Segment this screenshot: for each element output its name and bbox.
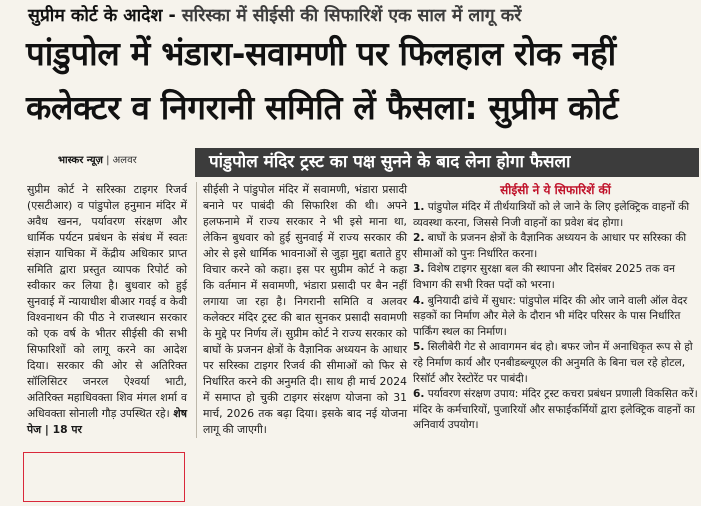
recommendations-column	[413, 182, 698, 434]
dateline-source: भास्कर न्यूज़	[58, 155, 103, 166]
kicker-rest: सरिस्का में सीईसी की सिफारिशें एक साल में लागू करें	[181, 6, 522, 26]
dateline-place: अलवर	[112, 155, 137, 166]
dateline: भास्कर न्यूज़ | अलवर	[58, 155, 137, 166]
continued-on-page: शेष पेज | 18 पर	[27, 407, 187, 436]
article-column-1	[27, 182, 187, 438]
highlight-box	[23, 452, 185, 502]
headline-line-1: पांडुपोल में भंडारा-सवामणी पर फिलहाल रोक नहीं	[26, 34, 616, 73]
recommendation-item: 5. सिलीबेरी गेट से आवागमन बंद हो। बफर जोन में अनाधिकृत रूप से हो रहे निर्माण कार्य और एनबीडब्ल्यूएल की अनुमति के बिना चल रहे होटल, रिसॉर्ट और रेस्टोरेंट पर पाबंदी।	[413, 341, 693, 385]
recommendation-item: 6. पर्यावरण संरक्षण उपाय: मंदिर ट्रस्ट कचरा प्रबंधन प्रणाली विकसित करें। मंदिर के कर्मचारियों, पुजारियों और सफाईकर्मियों द्वारा इलेक्ट्रिक वाहनों का अनिवार्य उपयोग।	[413, 388, 698, 432]
recommendation-item: 3. विशेष टाइगर सुरक्षा बल की स्थापना और दिसंबर 2025 तक वन विभाग की सभी रिक्त पदों को भरना।	[413, 263, 675, 291]
recommendations-title: सीईसी ने ये सिफारिशें कीं	[500, 183, 611, 197]
article-column-2	[196, 182, 407, 438]
recommendation-item: 1. पांडुपोल मंदिर में तीर्थयात्रियों को ले जाने के लिए इलेक्ट्रिक वाहनों की व्यवस्था करना, जिससे निजी वाहनों का प्रवेश बंद होगा।	[413, 201, 690, 229]
subheadline-bar: पांडुपोल मंदिर ट्रस्ट का पक्ष सुनने के बाद लेना होगा फैसला	[195, 148, 699, 177]
column-2-text: सीईसी ने पांडुपोल मंदिर में सवामणी, भंडारा प्रसादी बनाने पर पाबंदी की सिफारिश की थी। अपने हलफनामे में राज्य सरकार ने भी इसे माना था, लेकिन बुधवार को हुई सुनवाई में राज्य सरकार की ओर से इसे धार्मिक भावनाओं से जुड़ा मुद्दा बताते हुए विचार करने को कहा। इस पर सुप्रीम कोर्ट ने कहा कि वर्तमान में सवामणी, भंडारा प्रसादी पर बैन नहीं लगाया जा रहा है। निगरानी समिति व अलवर कलेक्टर मंदिर ट्रस्ट की बात सुनकर प्रसादी सवामणी के मुद्दे पर निर्णय लें। सुप्रीम कोर्ट ने राज्य सरकार को बाघों के प्रजनन क्षेत्रों के वैज्ञानिक अध्ययन के आधार पर सरिस्का टाइगर रिजर्व की सीमाओं को फिर से निर्धारित करने की अनुमति दी। साथ ही मार्च 2024 में समाप्त हो चुकी टाइगर संरक्षण योजना को 31 मार्च, 2026 तक बढ़ा दिया। इसके बाद नई योजना लागू की जाएगी।	[203, 183, 407, 436]
kicker-lead: सुप्रीम कोर्ट के आदेश -	[28, 6, 176, 26]
recommendation-item: 2. बाघों के प्रजनन क्षेत्रों के वैज्ञानिक अध्ययन के आधार पर सरिस्का की सीमाओं को पुनः निर्धारित करना।	[413, 232, 687, 260]
column-1-text: सुप्रीम कोर्ट ने सरिस्का टाइगर रिजर्व (एसटीआर) व पांडुपोल हनुमान मंदिर में अवैध खनन, पर्यावरण संरक्षण और धार्मिक पर्यटन प्रबंधन के संबंध में स्वतः संज्ञान याचिका में केंद्रीय अधिकार प्राप्त समिति द्वारा प्रस्तुत व्यापक रिपोर्ट को स्वीकार कर लिया है। बुधवार को हुई सुनवाई में न्यायाधीश बीआर गवई व केवी विश्वनाथन की पीठ ने राजस्थान सरकार को एक वर्ष के भीतर सीईसी की सभी सिफारिशों को लागू करने का आदेश दिया। सरकार की ओर से अतिरिक्त सॉलिसिटर जनरल ऐश्वर्या भाटी, अतिरिक्त महाधिवक्ता शिव मंगल शर्मा व अधिवक्ता सोनाली गौड़ उपस्थित रहे।	[27, 183, 187, 420]
kicker-line	[28, 4, 693, 28]
recommendation-item: 4. बुनियादी ढांचे में सुधार: पांडुपोल मंदिर की ओर जाने वाली ऑल वेदर सड़कों का निर्माण और मेले के दौरान भी मंदिर परिसर के पास निर्धारित पार्किंग स्थल का निर्माण।	[413, 294, 688, 338]
headline-line-2: कलेक्टर व निगरानी समिति लें फैसला: सुप्रीम कोर्ट	[26, 88, 619, 127]
